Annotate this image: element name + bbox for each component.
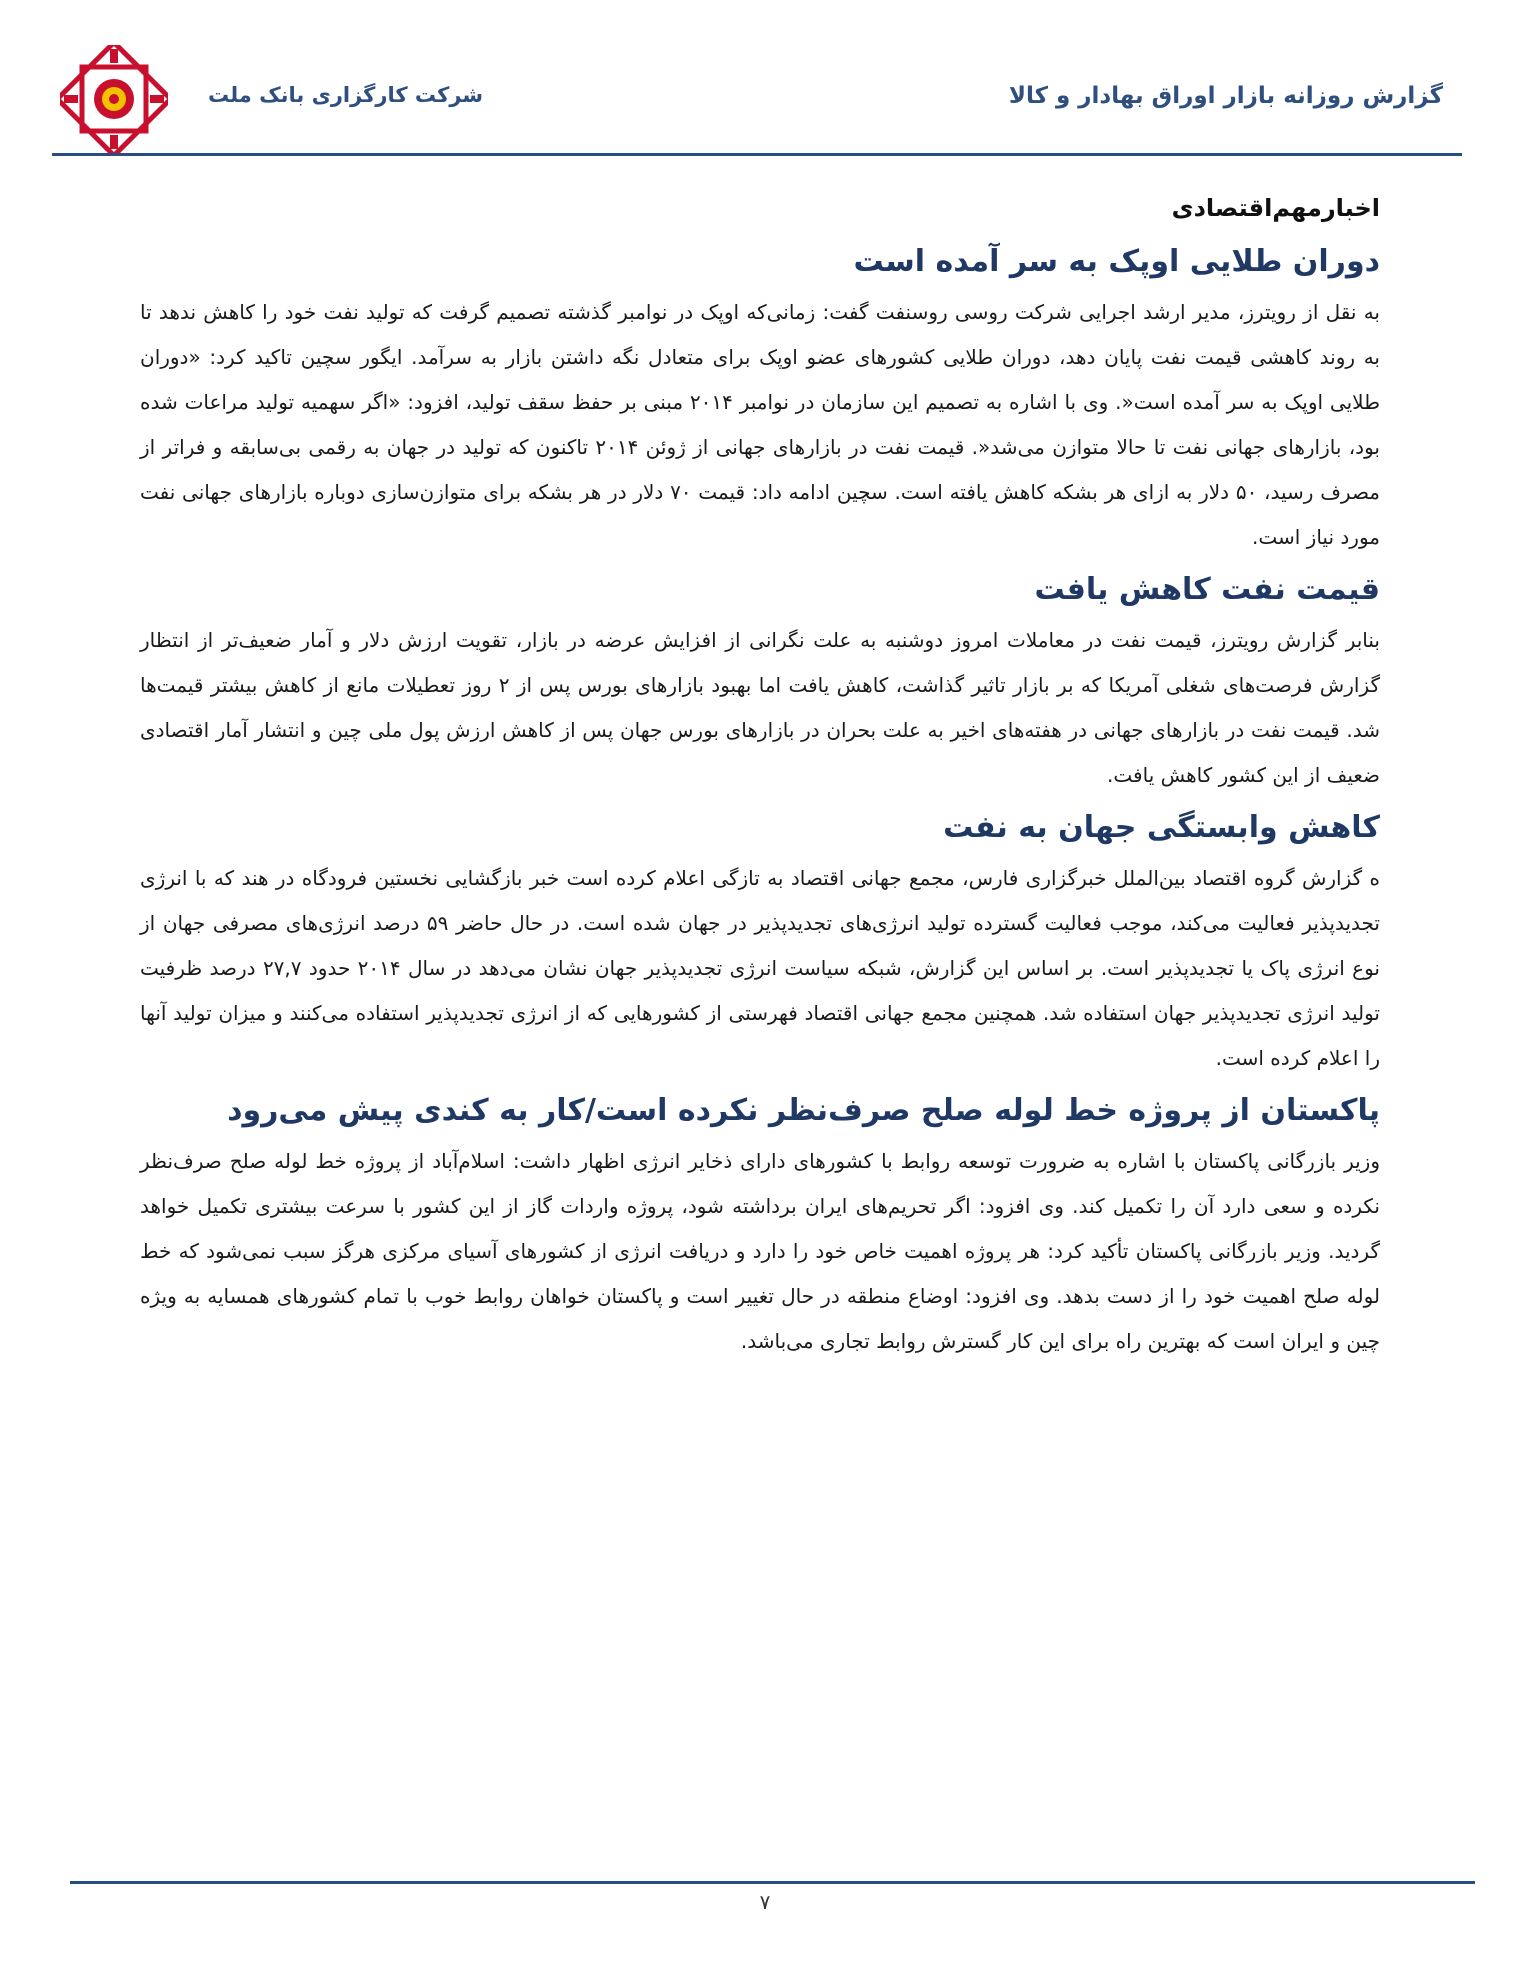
- news-item: [140, 238, 1380, 560]
- footer-divider: [70, 1881, 1475, 1884]
- news-item: [140, 566, 1380, 798]
- news-body: به نقل از رویترز، مدیر ارشد اجرایی شرکت روسی روسنفت گفت: زمانی‌که اوپک در نوامبر گذشته تصمیم گرفت که تولید نفت خود را کاهش ندهد تا به روند کاهشی قیمت نفت پایان دهد، دوران طلایی کشورهای عضو اوپک برای متعادل نگه داشتن بازار به سرآمد. ایگور سچین تاکید کرد: «دوران طلایی اوپک به سر آمده است«. وی با اشاره به تصمیم این سازمان در نوامبر ۲۰۱۴ مبنی بر حفظ سقف تولید، افزود: «اگر سهمیه تولید مراعات شده بود، بازارهای جهانی نفت تا حالا متوازن می‌شد«. قیمت نفت در بازارهای جهانی از ژوئن ۲۰۱۴ تاکنون که تولید در جهان به رقمی بی‌سابقه و فراتر از مصرف رسید، ۵۰ دلار به ازای هر بشکه کاهش یافته است. سچین ادامه داد: قیمت ۷۰ دلار در هر بشکه برای متوازن‌سازی دوباره بازارهای جهانی نفت مورد نیاز است.: [140, 300, 1381, 549]
- bank-mellat-logo-icon: [60, 45, 168, 153]
- document-body: [140, 178, 1380, 1370]
- header-divider: [52, 153, 1462, 156]
- news-title: قیمت نفت کاهش یافت: [1034, 572, 1380, 607]
- news-title: دوران طلایی اوپک به سر آمده است: [853, 244, 1380, 279]
- news-body: بنابر گزارش رویترز، قیمت نفت در معاملات امروز دوشنبه به علت نگرانی از افزایش عرضه در بازار، تقویت ارزش دلار و آمار ضعیف‌تر از انتظار گزارش فرصت‌های شغلی آمریکا که بر بازار تاثیر گذاشت، کاهش یافت اما بهبود بازارهای بورس پس از ۲ روز تعطیلات مانع از کاهش بیشتر قیمت‌ها شد. قیمت نفت در بازارهای جهانی در هفته‌های اخیر به علت بحران در بازارهای بورس جهان پس از کاهش ارزش پول ملی چین و انتشار آمار اقتصادی ضعیف از این کشور کاهش یافت.: [140, 628, 1380, 787]
- news-item: [140, 1087, 1380, 1364]
- news-body: ه گزارش گروه اقتصاد بین‌الملل خبرگزاری فارس، مجمع جهانی اقتصاد به تازگی اعلام کرده است خبر بازگشایی نخستین فرودگاه در هند که با انرژی تجدیدپذیر فعالیت می‌کند، موجب فعالیت گسترده تولید انرژی‌های تجدیدپذیر در جهان شده است. در حال حاضر ۵۹ درصد انرژی‌های مصرفی جهان از نوع انرژی پاک یا تجدیدپذیر است. بر اساس این گزارش، شبکه سیاست انرژی تجدیدپذیر جهان نشان می‌دهد در سال ۲۰۱۴ حدود ۲۷,۷ درصد ظرفیت تولید انرژی تجدیدپذیر جهان استفاده شد. همچنین مجمع جهانی اقتصاد فهرستی از کشورهایی که از انرژی تجدیدپذیر استفاده می‌کنند و میزان تولید آنها را اعلام کرده است.: [140, 866, 1381, 1070]
- news-item: [140, 804, 1380, 1081]
- company-name: شرکت کارگزاری بانک ملت: [208, 83, 484, 107]
- report-title: گزارش روزانه بازار اوراق بهادار و کالا: [1008, 83, 1443, 109]
- page-number: ۷: [759, 1890, 771, 1914]
- news-title: کاهش وابستگی جهان به نفت: [943, 810, 1380, 845]
- section-heading: اخبارمهم‌اقتصادی: [1171, 194, 1380, 222]
- page-header: [0, 0, 1530, 160]
- news-title: پاکستان از پروژه خط لوله صلح صرف‌نظر نکرده است/کار به کندی پیش می‌رود: [227, 1093, 1380, 1128]
- news-body: وزیر بازرگانی پاکستان با اشاره به ضرورت توسعه روابط با کشورهای دارای ذخایر انرژی اظهار داشت: اسلام‌آباد از پروژه خط لوله صلح صرف‌نظر نکرده و سعی دارد آن را تکمیل کند. وی افزود: اگر تحریم‌های ایران برداشته شود، پروژه واردات گاز از این کشور با سرعت بیشتری تکمیل خواهد گردید. وزیر بازرگانی پاکستان تأکید کرد: هر پروژه اهمیت خاص خود را دارد و دریافت انرژی از کشورهای آسیای مرکزی هرگز سبب نمی‌شود که خط لوله صلح اهمیت خود را از دست بدهد. وی افزود: اوضاع منطقه در حال تغییر است و پاکستان خواهان روابط خوب با تمام کشورهای همسایه به ویژه چین و ایران است که بهترین راه برای این کار گسترش روابط تجاری می‌باشد.: [140, 1149, 1380, 1353]
